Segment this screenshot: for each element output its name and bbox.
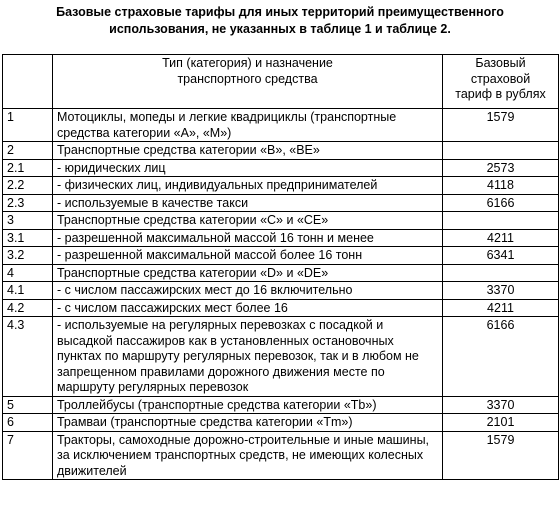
row-price: 2101 bbox=[443, 414, 559, 432]
row-price: 3370 bbox=[443, 282, 559, 300]
row-price: 6166 bbox=[443, 317, 559, 397]
row-price: 1579 bbox=[443, 431, 559, 480]
tariff-table bbox=[2, 54, 559, 480]
row-description: - физических лиц, индивидуальных предпринимателей bbox=[53, 177, 443, 195]
header-price-line-3: тариф в рублях bbox=[455, 87, 546, 101]
row-description: Троллейбусы (транспортные средства категории «Tb») bbox=[53, 396, 443, 414]
row-description: - используемые на регулярных перевозках с посадкой и высадкой пассажиров как в установленных остановочных пунктах по маршруту регулярных перевозок, так и в любом не запрещенном правилами дорожного движения месте по маршруту регулярных перевозок bbox=[53, 317, 443, 397]
row-price bbox=[443, 264, 559, 282]
table-row bbox=[3, 142, 559, 160]
header-price bbox=[443, 55, 559, 109]
row-description: - юридических лиц bbox=[53, 159, 443, 177]
row-price: 3370 bbox=[443, 396, 559, 414]
table-row bbox=[3, 396, 559, 414]
row-price: 4118 bbox=[443, 177, 559, 195]
table-row bbox=[3, 282, 559, 300]
row-price: 6166 bbox=[443, 194, 559, 212]
row-number: 6 bbox=[3, 414, 53, 432]
title-line-1: Базовые страховые тарифы для иных территорий преимущественного bbox=[56, 5, 504, 19]
header-number bbox=[3, 55, 53, 109]
document-title bbox=[0, 4, 560, 38]
row-number: 1 bbox=[3, 109, 53, 142]
table-row bbox=[3, 194, 559, 212]
row-price bbox=[443, 212, 559, 230]
row-description: Транспортные средства категории «С» и «СЕ» bbox=[53, 212, 443, 230]
table-row bbox=[3, 229, 559, 247]
table-row bbox=[3, 177, 559, 195]
row-description: - с числом пассажирских мест до 16 включительно bbox=[53, 282, 443, 300]
table-row bbox=[3, 414, 559, 432]
table-row bbox=[3, 247, 559, 265]
table-row bbox=[3, 299, 559, 317]
table-row bbox=[3, 264, 559, 282]
row-price bbox=[443, 142, 559, 160]
row-price: 4211 bbox=[443, 229, 559, 247]
header-type-line-1: Тип (категория) и назначение bbox=[162, 56, 333, 70]
row-description: Транспортные средства категории «В», «ВЕ» bbox=[53, 142, 443, 160]
row-description: - с числом пассажирских мест более 16 bbox=[53, 299, 443, 317]
table-row bbox=[3, 159, 559, 177]
row-number: 5 bbox=[3, 396, 53, 414]
table-row bbox=[3, 431, 559, 480]
row-number: 4.2 bbox=[3, 299, 53, 317]
row-number: 2.2 bbox=[3, 177, 53, 195]
row-number: 4.1 bbox=[3, 282, 53, 300]
row-number: 2.1 bbox=[3, 159, 53, 177]
row-price: 1579 bbox=[443, 109, 559, 142]
row-description: - разрешенной максимальной массой 16 тонн и менее bbox=[53, 229, 443, 247]
table-row bbox=[3, 317, 559, 397]
header-price-line-1: Базовый bbox=[475, 56, 526, 70]
header-type bbox=[53, 55, 443, 109]
row-number: 3 bbox=[3, 212, 53, 230]
row-description: Транспортные средства категории «D» и «DЕ» bbox=[53, 264, 443, 282]
row-description: Трамваи (транспортные средства категории «Tm») bbox=[53, 414, 443, 432]
header-price-line-2: страховой bbox=[470, 71, 531, 86]
row-description: - разрешенной максимальной массой более 16 тонн bbox=[53, 247, 443, 265]
row-number: 4.3 bbox=[3, 317, 53, 397]
row-number: 2 bbox=[3, 142, 53, 160]
row-number: 2.3 bbox=[3, 194, 53, 212]
table-row bbox=[3, 109, 559, 142]
row-price: 2573 bbox=[443, 159, 559, 177]
row-number: 3.1 bbox=[3, 229, 53, 247]
table-header-row bbox=[3, 55, 559, 109]
row-price: 6341 bbox=[443, 247, 559, 265]
row-description: Мотоциклы, мопеды и легкие квадрициклы (транспортные средства категории «А», «М») bbox=[53, 109, 443, 142]
row-number: 4 bbox=[3, 264, 53, 282]
row-number: 3.2 bbox=[3, 247, 53, 265]
table-row bbox=[3, 212, 559, 230]
row-description: - используемые в качестве такси bbox=[53, 194, 443, 212]
row-description: Тракторы, самоходные дорожно-строительные и иные машины, за исключением транспортных средств, не имеющих колесных движителей bbox=[53, 431, 443, 480]
header-type-line-2: транспортного средства bbox=[177, 71, 318, 86]
row-price: 4211 bbox=[443, 299, 559, 317]
row-number: 7 bbox=[3, 431, 53, 480]
title-line-2: использования, не указанных в таблице 1 и таблице 2. bbox=[109, 22, 451, 36]
